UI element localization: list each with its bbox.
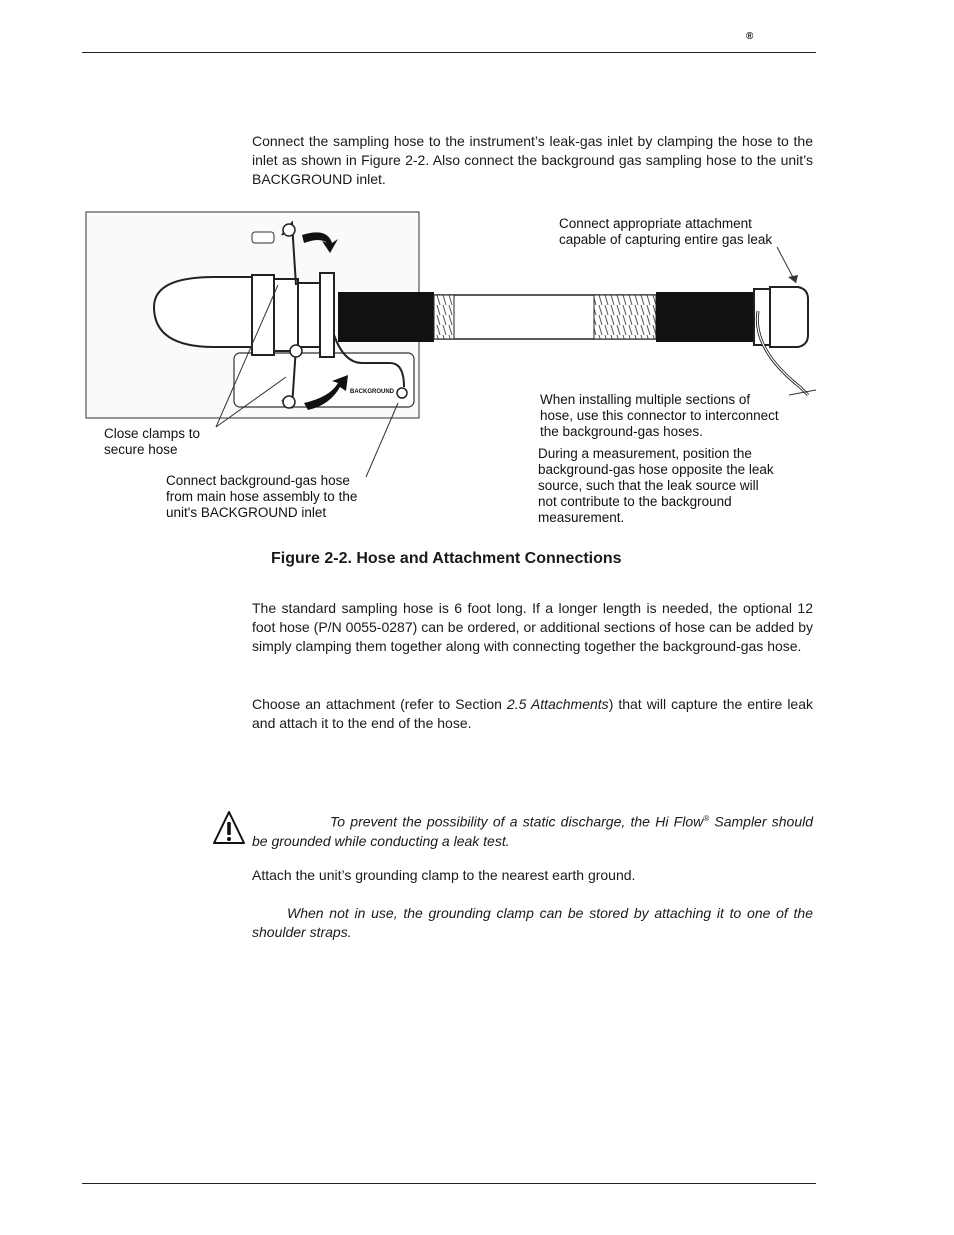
callout-attachment: Connect appropriate attachment capable of capturing entire gas leak <box>559 216 773 247</box>
callout-multiple-sections: When installing multiple sections of hose, use this connector to interconnect the background-gas hoses. <box>540 392 779 439</box>
inlet-elbow <box>154 277 252 347</box>
hose-text: The standard sampling hose is 6 foot long. If a longer length is needed, the optional 12 foot hose (P/N 0055-0287) can be ordered, or additional sections of hose can be added by simply clamping them together along with connecting together the background-gas hose. <box>252 600 813 654</box>
grounding-paragraph <box>252 866 813 885</box>
hose-ribbed-section-1 <box>434 295 454 339</box>
panel-connector <box>252 232 274 243</box>
panel-background-label: BACKGROUND <box>350 389 394 395</box>
attachment-text-after: ) that will capture the entire leak and attach it to the end of the hose. <box>252 696 814 731</box>
hose-black-sleeve-2 <box>656 292 754 342</box>
clamp-ring <box>320 273 334 357</box>
warning-registered-mark: ® <box>703 814 710 823</box>
header-registered-mark: ® <box>746 31 754 42</box>
note-paragraph <box>252 904 813 942</box>
section-reference: 2.5 Attachments <box>506 696 609 712</box>
inlet-collar <box>252 275 274 355</box>
grounding-text: Attach the unit’s grounding clamp to the nearest earth ground. <box>252 867 636 883</box>
callout-background-hose: Connect background-gas hose from main hose assembly to the unit's BACKGROUND inlet <box>166 473 358 520</box>
inlet-nut <box>274 279 298 351</box>
warning-text-after: Sampler should be grounded while conducting a leak test. <box>252 813 813 849</box>
intro-paragraph <box>252 132 813 189</box>
figure-caption: Figure 2-2. Hose and Attachment Connections <box>271 550 622 567</box>
hose-connection-diagram <box>82 205 822 535</box>
callout-close-clamps: Close clamps to secure hose <box>104 426 201 457</box>
end-connector-cam <box>770 287 808 347</box>
header-rule <box>82 52 816 53</box>
footer-rule <box>82 1183 816 1184</box>
callout-measurement: During a measurement, position the background-gas hose opposite the leak source, such that the leak source will not contribute to the background measurement. <box>538 446 774 525</box>
warning-text-before: To prevent the possibility of a static discharge, the Hi Flow <box>330 813 704 830</box>
hose-black-sleeve-1 <box>338 292 434 342</box>
attachment-text-before: Choose an attachment (refer to Section <box>252 696 507 712</box>
attachment-paragraph <box>252 695 813 733</box>
intro-text: Connect the sampling hose to the instrument’s leak-gas inlet by clamping the hose to the inlet as shown in Figure 2-2. Also connect the background gas sampling hose to the unit’s BACKGROUND inlet. <box>252 133 813 187</box>
warning-triangle-icon <box>212 810 246 846</box>
warning-paragraph <box>252 809 813 851</box>
background-inlet <box>397 388 407 398</box>
hose-paragraph <box>252 599 813 656</box>
hose-ribbed-section-2 <box>594 295 656 339</box>
note-text: When not in use, the grounding clamp can be stored by attaching it to one of the shoulder straps. <box>252 905 813 940</box>
